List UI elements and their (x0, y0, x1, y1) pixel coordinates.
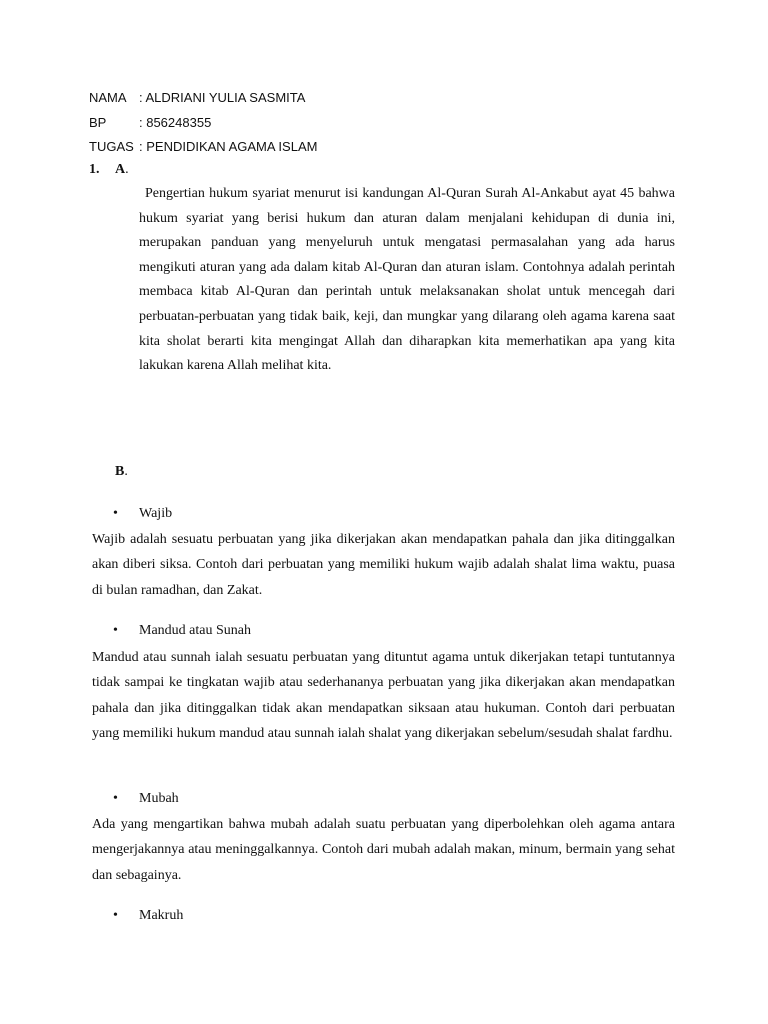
nama-value: : ALDRIANI YULIA SASMITA (139, 90, 306, 105)
bullet-icon: • (113, 791, 118, 806)
subsection-a-paragraph: Pengertian hukum syariat menurut isi kandungan Al-Quran Surah Al-Ankabut ayat 45 bahwa hukum syariat yang berisi hukum dan aturan dalam menjalani kehidupan di dunia ini, merupakan panduan yang menyeluruh untuk mengatasi permasalahan yang ada harus mengikuti aturan yang ada dalam kitab Al-Quran dan aturan islam. Contohnya adalah perintah membaca kitab Al-Quran dan perintah untuk melaksanakan sholat untuk mencegah dari perbuatan-perbuatan yang tidak baik, keji, dan mungkar yang dilarang oleh agama karena saat kita sholat berarti kita mengingat Allah dan diharapkan kita memerhatikan apa yang kita lakukan karena Allah melihat kita. (139, 186, 675, 374)
bullet-title: Makruh (139, 908, 184, 923)
bullet-title: Mandud atau Sunah (139, 623, 251, 638)
subsection-b-punct: . (124, 464, 128, 479)
subsection-b-label: B (115, 464, 125, 479)
header-row-nama (89, 86, 317, 111)
bullet-item-wajib (113, 502, 172, 526)
paragraph-wajib: Wajib adalah sesuatu perbuatan yang jika dikerjakan akan mendapatkan pahala dan jika ditinggalkan akan diberi siksa. Contoh dari perbuatan yang memiliki hukum wajib adalah shalat lima waktu, puasa di bulan ramadhan, dan Zakat. (92, 532, 675, 598)
subsection-a-punct: . (125, 162, 129, 177)
bullet-icon: • (113, 506, 118, 521)
paragraph-sunah: Mandud atau sunnah ialah sesuatu perbuatan yang dituntut agama untuk dikerjakan tetapi tuntutannya tidak sampai ke tingkatan wajib atau sederhananya perbuatan yang jika dikerjakan akan mendapatkan pahala dan jika ditinggalkan tidak akan mendapatkan siksaan atau hukuman. Contoh dari perbuatan yang memiliki hukum mandud atau sunnah ialah shalat yang dikerjakan sebelum/sesudah shalat fardhu. (92, 650, 675, 741)
bullet-icon: • (113, 623, 118, 638)
paragraph-mubah: Ada yang mengartikan bahwa mubah adalah suatu perbuatan yang diperbolehkan oleh agama antara mengerjakannya atau meninggalkannya. Contoh dari mubah adalah makan, minum, bermain yang sehat dan sebagainya. (92, 817, 675, 883)
bp-value: : 856248355 (139, 114, 212, 130)
bullet-icon: • (113, 908, 118, 923)
header-row-tugas (89, 135, 317, 160)
section-1-heading (89, 157, 129, 182)
bullet-item-mubah (113, 787, 179, 811)
section-number: 1. (89, 162, 100, 177)
bullet-item-makruh (113, 904, 183, 928)
tugas-label: TUGAS (89, 139, 134, 154)
tugas-value: : PENDIDIKAN AGAMA ISLAM (139, 139, 318, 154)
subsection-b-heading (115, 459, 128, 484)
bullet-item-sunah (113, 619, 251, 643)
nama-label: NAMA (89, 90, 127, 105)
header-row-bp (89, 111, 317, 136)
bullet-title: Wajib (139, 506, 173, 521)
student-info-header (89, 86, 317, 160)
subsection-a-label: A (115, 162, 126, 177)
bp-label: BP (89, 114, 107, 130)
bullet-title: Mubah (139, 791, 179, 806)
